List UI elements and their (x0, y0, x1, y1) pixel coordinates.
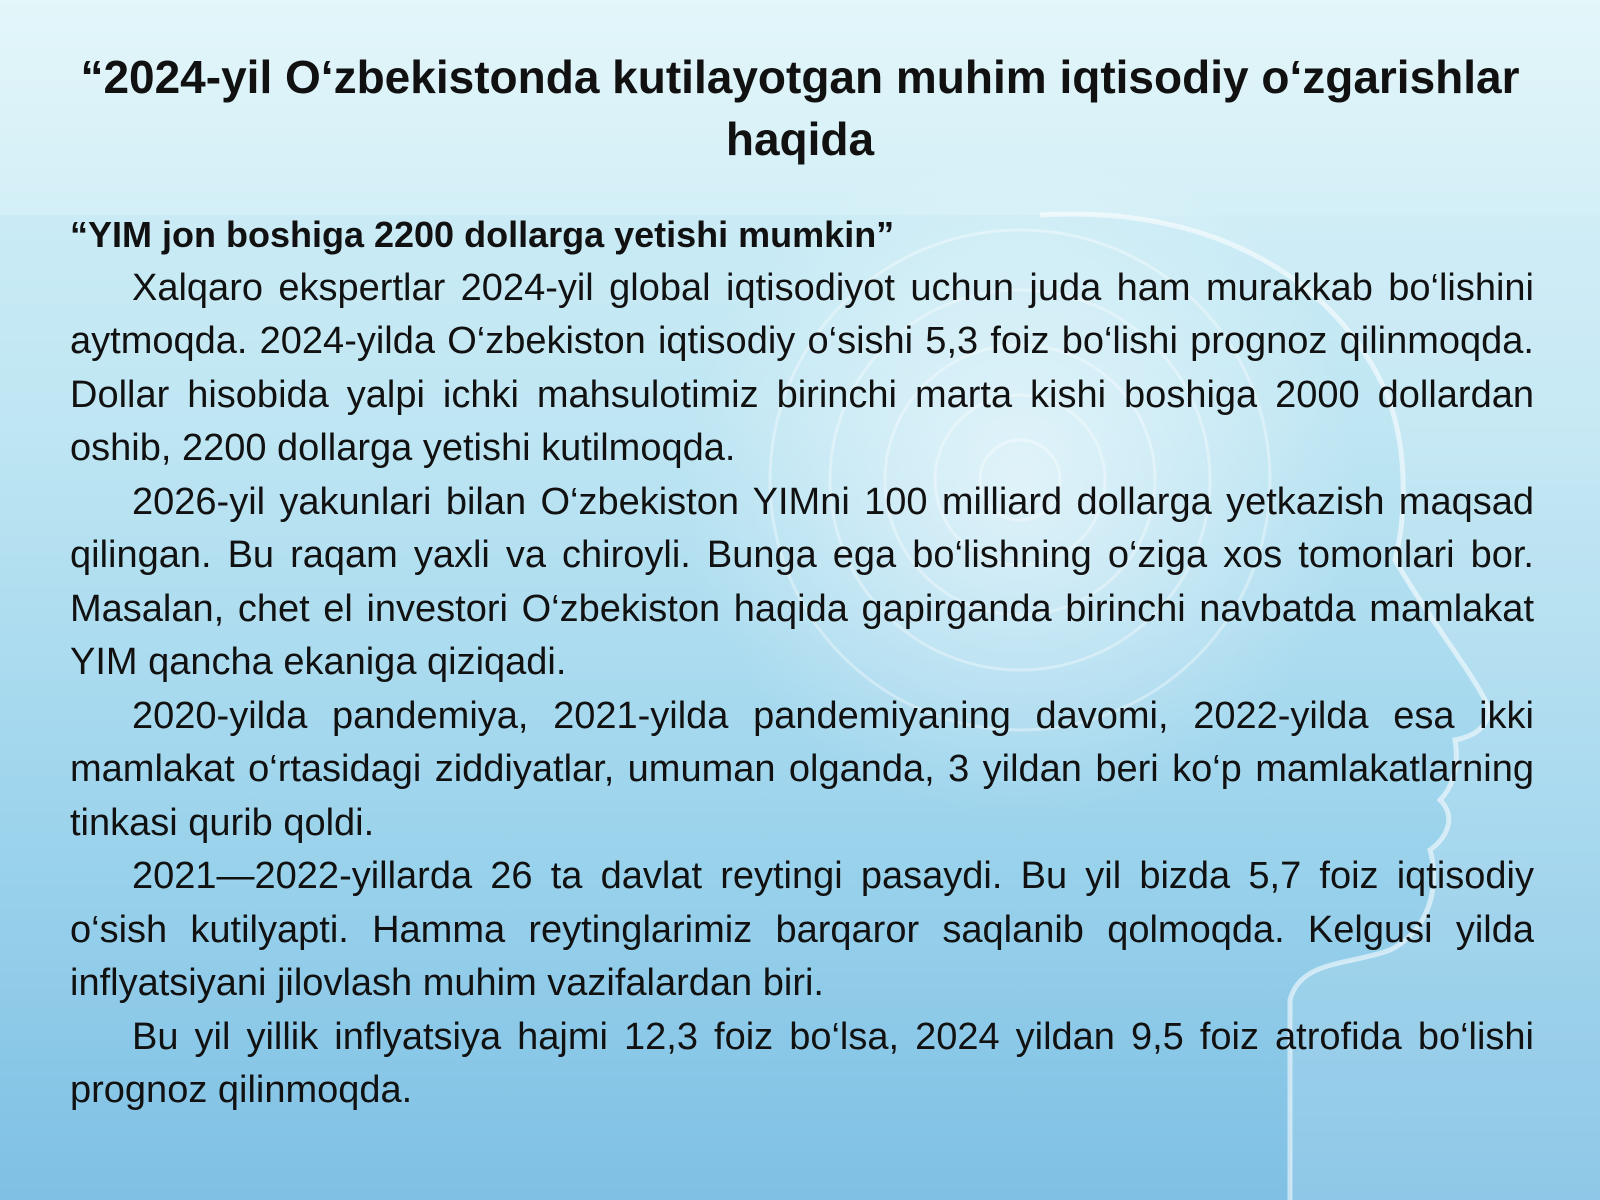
paragraph-1: Xalqaro ekspertlar 2024-yil global iqtisodiyot uchun juda ham murakkab bo‘lishini aytmoqda. 2024-yilda O‘zbekiston iqtisodiy o‘sishi 5,3 foiz bo‘lishi prognoz qilinmoqda. Dollar hisobida yalpi ichki mahsulotimiz birinchi marta kishi boshiga 2000 dollardan oshib, 2200 dollarga yetishi kutilmoqda. (70, 266, 1534, 469)
slide-title: “2024-yil O‘zbekistonda kutilayotgan muhim iqtisodiy o‘zgarishlar haqida (80, 51, 1520, 165)
slide-body (70, 208, 1534, 1118)
paragraph-3: 2020-yilda pandemiya, 2021-yilda pandemiyaning davomi, 2022-yilda esa ikki mamlakat o‘rtasidagi ziddiyatlar, umuman olganda, 3 yildan beri ko‘p mamlakatlarning tinkasi qurib qoldi. (70, 694, 1534, 844)
slide-subtitle: “YIM jon boshiga 2200 dollarga yetishi mumkin” (70, 214, 895, 255)
paragraph-2: 2026-yil yakunlari bilan O‘zbekiston YIMni 100 milliard dollarga yetkazish maqsad qilingan. Bu raqam yaxli va chiroyli. Bunga ega bo‘lishning o‘ziga xos tomonlari bor. Masalan, chet el investori O‘zbekiston haqida gapirganda birinchi navbatda mamlakat YIM qancha ekaniga qiziqadi. (70, 480, 1534, 683)
paragraph-4: 2021—2022-yillarda 26 ta davlat reytingi pasaydi. Bu yil bizda 5,7 foiz iqtisodiy o‘sish kutilyapti. Hamma reytinglarimiz barqaror saqlanib qolmoqda. Kelgusi yilda inflyatsiyani jilovlash muhim vazifalardan biri. (70, 855, 1534, 1004)
paragraph-5: Bu yil yillik inflyatsiya hajmi 12,3 foiz bo‘lsa, 2024 yildan 9,5 foiz atrofida bo‘lishi prognoz qilinmoqda. (70, 1015, 1534, 1111)
